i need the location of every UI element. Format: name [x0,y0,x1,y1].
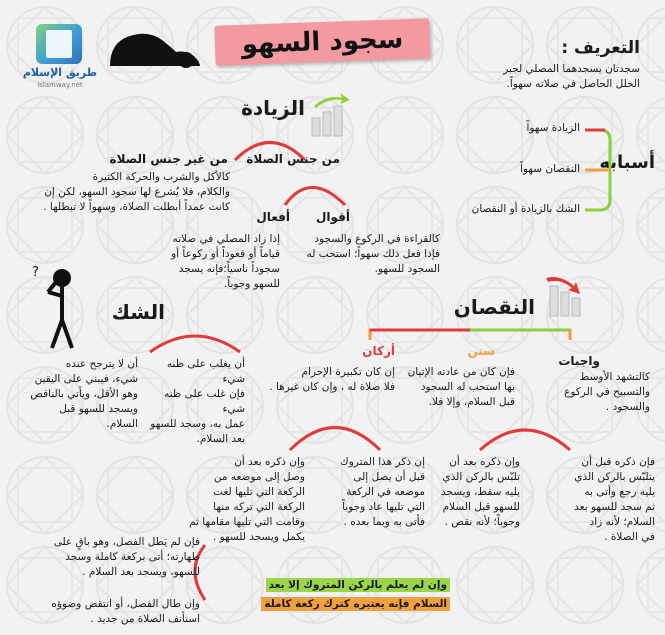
sunan-label: سنن [467,344,495,358]
thinking-figure-icon [30,262,90,354]
addition-actions-text: إذا زاد المصلي في صلاته قياماً أو قعوداً أو ركوعاً أو سجوداً ناسياً؛فإنه يسجد للسهو وجوباً. [171,233,280,290]
pillar-remembered-after-text: وإن ذكره بعد أن وصل إلى موضعه من الركعة التي تليها لغت الركعة التي تركه منها وقامت التي تليها مقامها ثم يكمل ويسجد للسهو . [189,456,305,543]
definition-heading: التعريف : [561,38,640,58]
pillar-remembered-before-text: إن ذكر هذا المتروك قبل أن يصل إلى موضعه في الركعة التي تليها عاد وجوباً فأتى به وبما بعده . [340,456,425,528]
cause-item-doubt: الشك بالزيادة أو النقصان [471,203,580,215]
svg-text:?: ? [32,265,39,280]
definition-text: سجدتان يسجدهما المصلي لجبر الخلل الحاصل في صلاته سهواً. [503,63,640,90]
doubt-prevails-text: أن يغلب على ظنه شيء فإن غلب على ظنه شيء عمل به، وسجد للسهو بعد السلام. [150,358,245,445]
addition-other-kind-text: كالأكل والشرب والحركة الكثيرة والكلام، فلا يُشرع لها سجود السهو، لكن إن كانت عمداً أبطلت الصلاة، وسهواً لا تبطلها . [43,171,230,213]
wajibat-text: كالتشهد الأوسط والتسبيح في الركوع والسجود . [564,371,650,413]
deficiency-heading: النقصان [453,295,535,319]
cause-item-deficiency: النقصان سهواً [520,163,580,175]
logo-name: طريق الإسلام [22,66,98,79]
pillars-label: أركان [362,344,395,358]
doubt-heading: الشك [111,300,165,324]
increase-chart-icon [310,92,352,138]
cause-item-addition: الزيادة سهواً [526,122,580,134]
bottom-short-gap-text: فإن لم يَطل الفصل، وهو باقٍ على طهارته؛ أتى بركعة كاملة وسجد للسهو، ويسجد بعد السلام . [53,536,200,578]
addition-same-kind-label: من جنس الصلاة [246,152,340,166]
wajibat-label: واجبات [558,354,600,368]
note-line-1-text: وإن لم يعلم بالركن المتروك إلا بعد [266,578,450,592]
doubt-unresolved-text: أن لا يترجح عنده شيء، فيبني على اليقين وهو الأقل، ويأتي بالناقص ويسجد للسهو قبل السلام. [30,358,138,430]
pillars-text: إن كان تكبيرة الإحرام فلا صلاة له ، وإن كان غيرها . [269,366,395,393]
note-line-1 [210,573,450,592]
note-line-2 [210,592,450,611]
sunan-text: فإن كان من عادته الإتيان بها استحب له السجود قبل السلام، وإلا فلا. [407,366,515,408]
logo-site: islamway.net [37,81,83,89]
addition-heading: الزيادة [241,96,305,120]
page-title: سجود السهو [241,24,404,60]
addition-actions-label: أفعال [256,210,290,224]
addition-sayings-label: أقوال [315,210,350,224]
decrease-chart-icon [540,272,584,318]
wajib-remembered-before-text: فإن ذكره قبل أن يتلبّس بالركن الذي يليه رجع وأتى به ثم سجد للسهو بعد السلام؛ لأنه زاد في الصلاة . [574,456,655,543]
wajib-remembered-after-text: وإن ذكره بعد أن تلبّس بالركن الذي يليه سقط، ويسجد للسهو قبل السلام وجوباً؛ لأنه نقص . [441,456,520,528]
bottom-long-gap-text: وإن طال الفصل، أو انتقض وضوؤه استأنف الصلاة من جديد . [51,598,200,625]
addition-sayings-text: كالقراءة في الركوع والسجود فإذا فعل ذلك سهواً؛ استحب له السجود للسهو. [306,233,440,275]
note-line-2-text: السلام فإنه يعتبره كترك ركعة كاملة [261,597,450,611]
addition-other-kind-label: من غير جنس الصلاة [109,152,228,166]
causes-heading: أسبابه [599,152,655,173]
